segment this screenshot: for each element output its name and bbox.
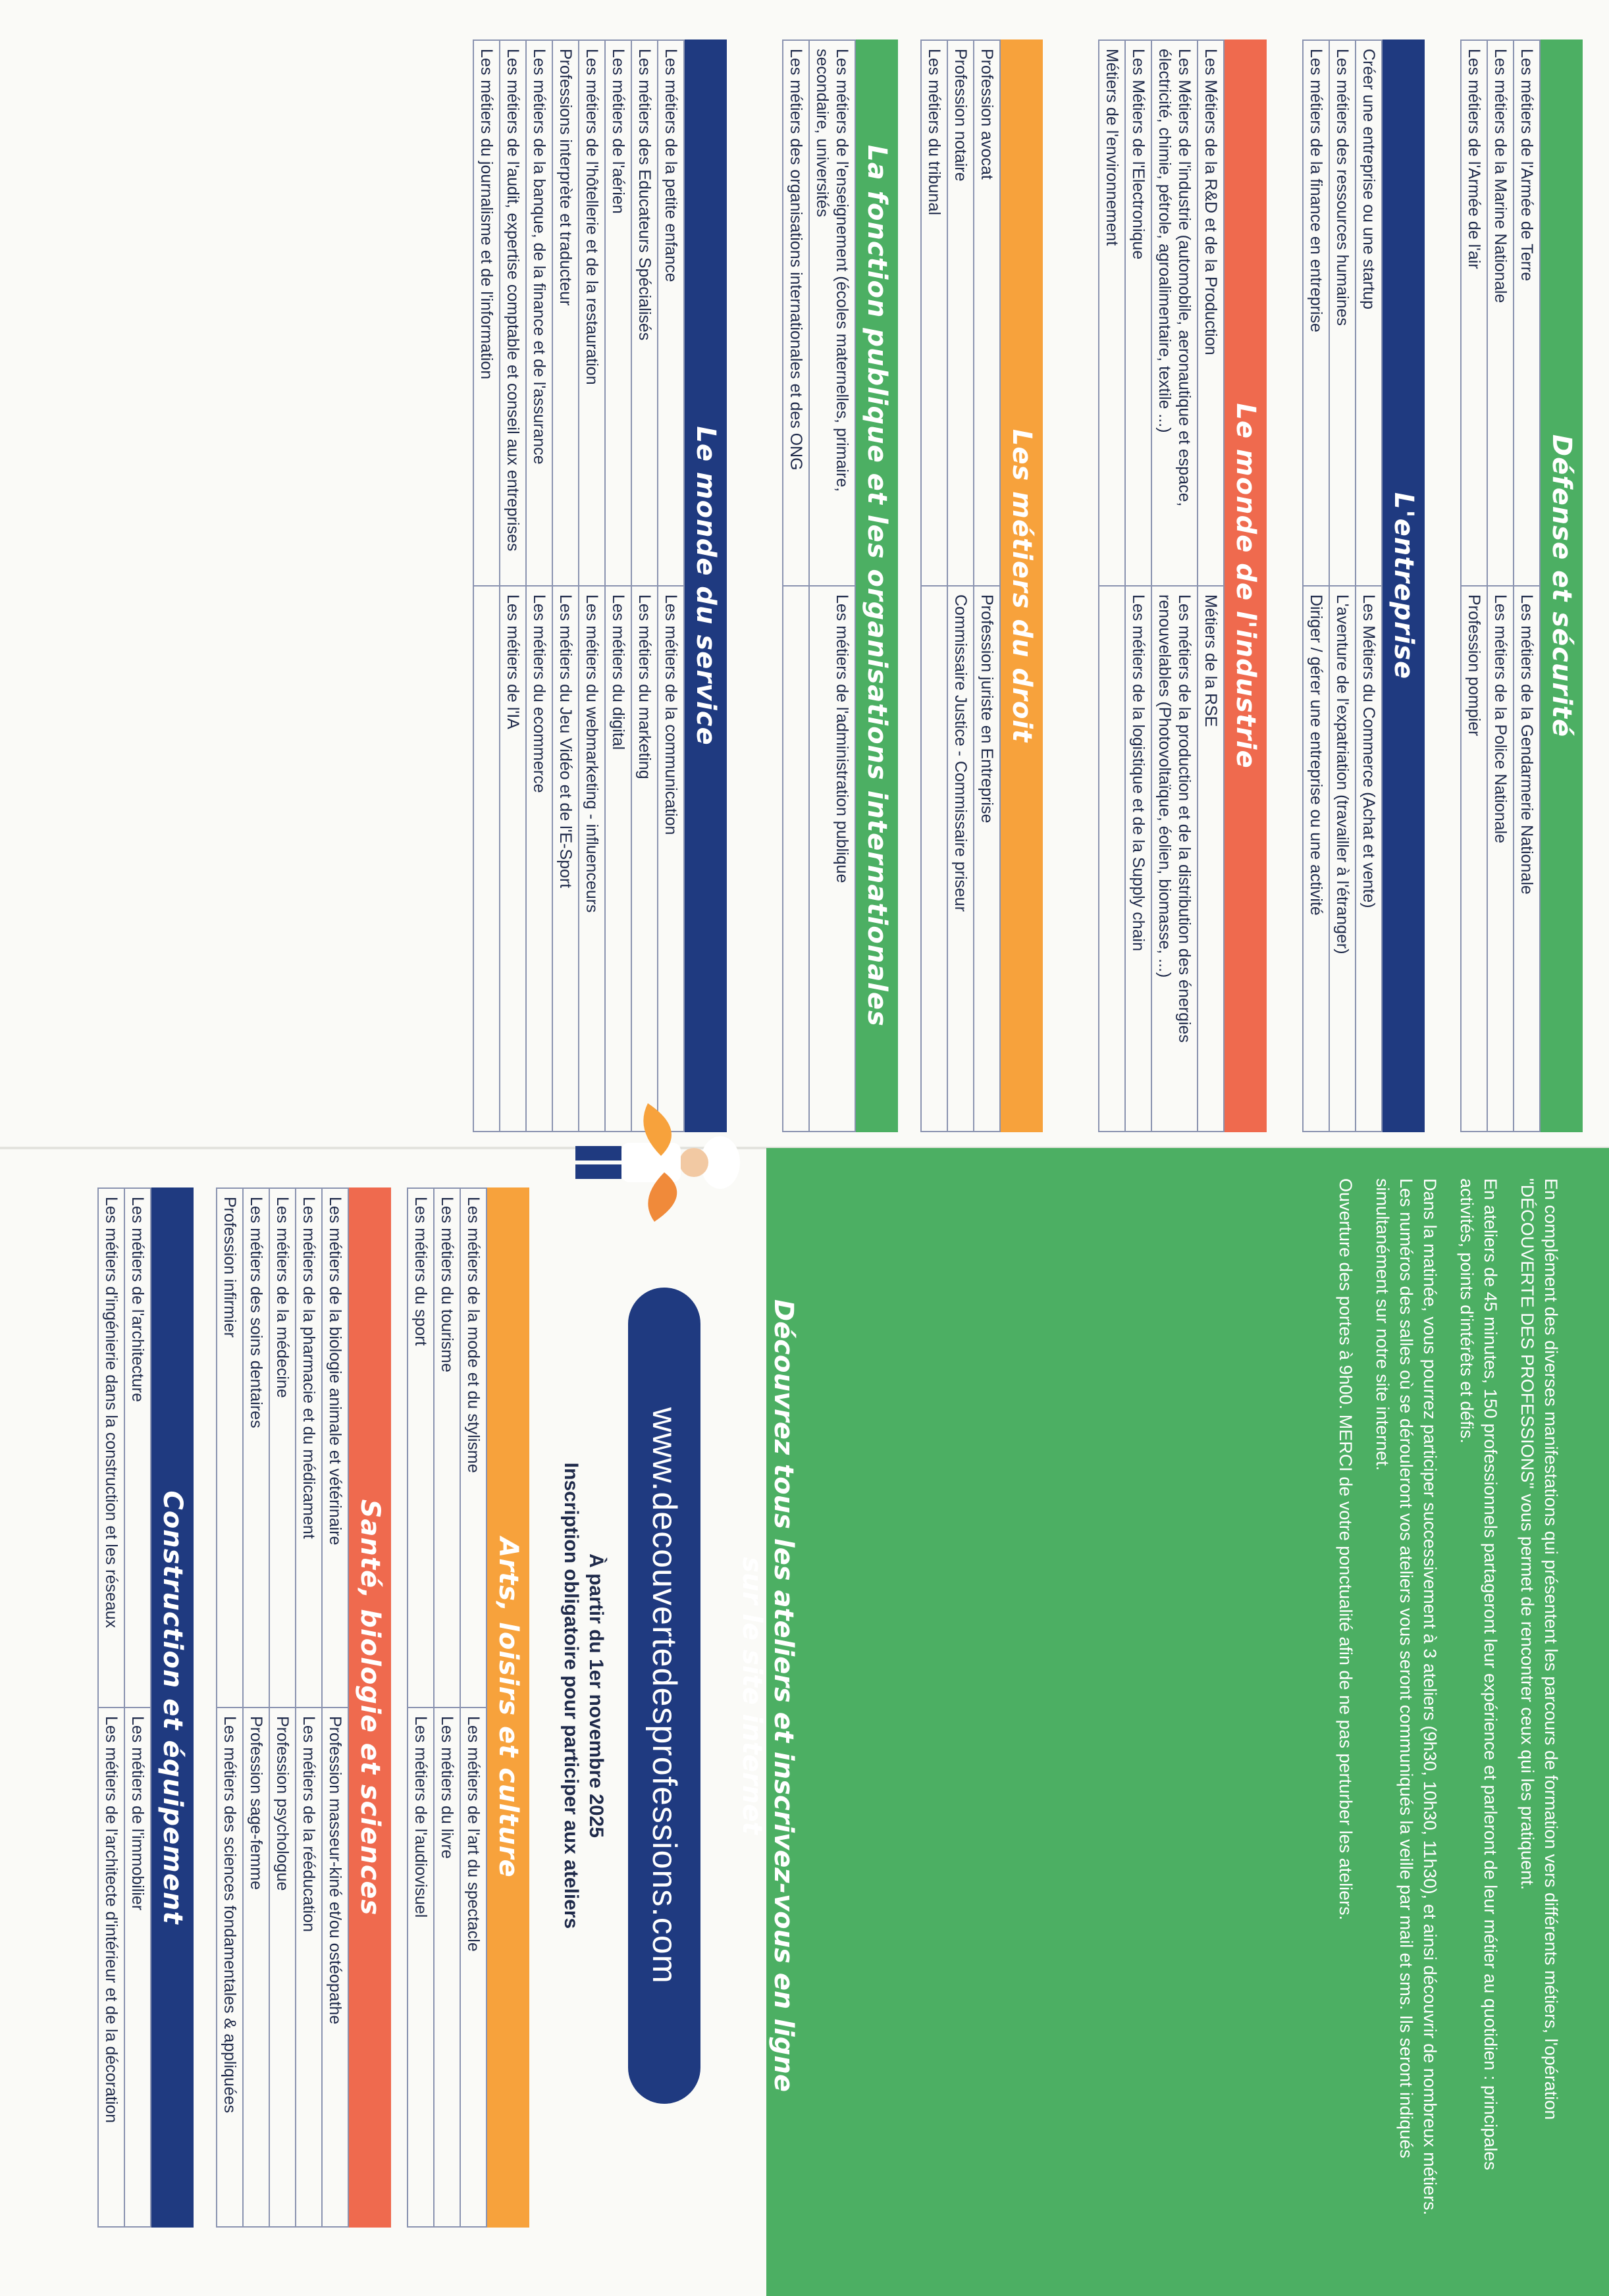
table-cell: Les métiers de la mode et du stylisme [460, 1188, 487, 1708]
table-cell: Commissaire Justice - Commissaire priseur [947, 586, 974, 1132]
section-table [473, 39, 685, 1132]
section-title: Le monde du service [685, 39, 727, 1132]
table-cell: Les métiers de la Marine Nationale [1487, 40, 1514, 586]
table-row [1329, 40, 1356, 1132]
table-row [1198, 40, 1224, 1132]
intro-paragraph: En complément des diverses manifestations qui présentent les parcours de formation vers différents métiers, l'opération "DÉCOUVERTE DES PROFESSIONS" vous permet de rencontrer ceux qui les pratiquent. [1517, 1178, 1561, 2120]
table-cell: Métiers de la RSE [1198, 586, 1224, 1132]
section-arts [407, 1187, 529, 2228]
table-cell: Les métiers de l'audit, expertise comptable et conseil aux entreprises [500, 40, 526, 586]
section-title: Défense et sécurité [1541, 39, 1583, 1132]
section-title: Les métiers du droit [1001, 39, 1043, 1132]
table-row [322, 1188, 348, 2227]
table-cell: Les métiers de l'hôtellerie et de la restauration [579, 40, 605, 586]
table-cell: Les métiers de la rééducation [296, 1708, 322, 2227]
table-cell: Les métiers de l'architecture [124, 1188, 151, 1708]
table-cell: Les Métiers de la R&D et de la Production [1198, 40, 1224, 586]
table-row [124, 1188, 151, 2227]
section-title: L'entreprise [1383, 39, 1425, 1132]
table-cell [921, 586, 947, 1132]
table-cell: Les métiers de l'administration publique [809, 586, 855, 1132]
table-cell: Les métiers d'ingénierie dans la construction et les réseaux [98, 1188, 124, 1708]
section-entreprise [1302, 39, 1425, 1132]
table-cell: Les métiers de l'audiovisuel [408, 1708, 434, 2227]
table-cell: Les métiers de l'enseignement (écoles maternelles, primaire, secondaire, universités [809, 40, 855, 586]
table-cell: Les Métiers du Commerce (Achat et vente) [1356, 586, 1382, 1132]
table-row [974, 40, 1000, 1132]
table-row [434, 1188, 460, 2227]
table-cell: Les métiers du tourisme [434, 1188, 460, 1708]
table-cell: Les métiers du webmarketing - influenceurs [579, 586, 605, 1132]
table-cell: Les métiers de la biologie animale et vétérinaire [322, 1188, 348, 1708]
table-cell: Les métiers de l'art du spectacle [460, 1708, 487, 2227]
table-row [783, 40, 809, 1132]
table-cell: Les métiers de la banque, de la finance et de l'assurance [526, 40, 552, 586]
table-cell: Les métiers des sciences fondamentales & appliquées [217, 1708, 243, 2227]
table-cell: Les métiers du ecommerce [526, 586, 552, 1132]
intro-paragraph: En ateliers de 45 minutes, 150 professionnels partageront leur expérience et parleront de leur métier au quotidien : principales activités, points d'intérêts et défis. [1457, 1178, 1500, 2170]
section-service [473, 39, 727, 1132]
table-row [1125, 40, 1151, 1132]
table-cell: Profession juriste en Entreprise [974, 586, 1000, 1132]
section-table [216, 1187, 349, 2228]
section-table [1460, 39, 1541, 1132]
table-cell: Les métiers de l'Armée de Terre [1514, 40, 1540, 586]
table-cell: Les métiers de l'immobilier [124, 1708, 151, 2227]
section-title: Le monde de l'industrie [1225, 39, 1267, 1132]
table-cell: Profession pompier [1461, 586, 1487, 1132]
table-row [658, 40, 684, 1132]
table-cell: Profession masseur-kiné et/ou ostéopathe [322, 1708, 348, 2227]
table-row [296, 1188, 322, 2227]
table-row [460, 1188, 487, 2227]
table-cell: Profession avocat [974, 40, 1000, 586]
section-table [782, 39, 856, 1132]
section-table [1302, 39, 1383, 1132]
table-row [526, 40, 552, 1132]
table-cell: Les métiers de la pharmacie et du médicament [296, 1188, 322, 1708]
table-cell: Les métiers de la petite enfance [658, 40, 684, 586]
table-cell: Les métiers du journalisme et de l'information [473, 40, 500, 586]
table-cell: Métiers de l'environnement [1099, 40, 1125, 586]
table-cell: Les métiers des ressources humaines [1329, 40, 1356, 586]
table-row [1514, 40, 1540, 1132]
section-droit [920, 39, 1043, 1132]
table-cell [783, 586, 809, 1132]
signup-note: Inscription obligatoire pour participer aux ateliers [560, 1462, 582, 1929]
section-title: Arts, loisirs et culture [487, 1187, 529, 2228]
section-table [1098, 39, 1225, 1132]
table-cell: Les métiers de l'aérien [605, 40, 631, 586]
table-cell: Profession sage-femme [243, 1708, 269, 2227]
section-industrie [1098, 39, 1267, 1132]
section-fonction-publique [782, 39, 898, 1132]
table-row [243, 1188, 269, 2227]
cta-text: Découvrez tous les ateliers et inscrivez-vous en ligne sur le site internet [737, 1299, 799, 2093]
table-cell: Les métiers de la finance en entreprise [1303, 40, 1329, 586]
table-cell: Les métiers du sport [408, 1188, 434, 1708]
section-title: La fonction publique et les organisations internationales [856, 39, 898, 1132]
table-row [1303, 40, 1329, 1132]
table-row [579, 40, 605, 1132]
table-cell: Les métiers de l'Armée de l'air [1461, 40, 1487, 586]
table-cell: Diriger / gérer une entreprise ou une activité [1303, 586, 1329, 1132]
section-table [407, 1187, 487, 2228]
table-row [921, 40, 947, 1132]
table-cell: Les métiers des Educateurs Spécialisés [631, 40, 658, 586]
table-cell: Les Métiers de l'Electronique [1125, 40, 1151, 586]
table-row [98, 1188, 124, 2227]
intro-paragraph: Dans la matinée, vous pourrez participer successivement à 3 ateliers (9h30, 10h30, 11h30), et ainsi découvrir de nombreux métiers. Les numéros des salles où se dérouleront vos ateliers vous seront communiqués la veille par mail et sms. Ils seront indiqués simultanément sur notre site internet. [1373, 1178, 1440, 2216]
table-row [1461, 40, 1487, 1132]
table-row [1099, 40, 1125, 1132]
table-cell: Les métiers de la communication [658, 586, 684, 1132]
table-row [1151, 40, 1198, 1132]
table-row [605, 40, 631, 1132]
table-row [408, 1188, 434, 2227]
section-title: Construction et équipement [151, 1187, 194, 2228]
table-row [269, 1188, 296, 2227]
table-row [500, 40, 526, 1132]
table-cell: Les métiers de l'IA [500, 586, 526, 1132]
table-cell: Profession infirmier [217, 1188, 243, 1708]
intro-paragraph: Ouverture des portes à 9h00. MERCI de votre ponctualité afin de ne pas perturber les ateliers. [1336, 1178, 1356, 1921]
section-table [920, 39, 1001, 1132]
table-row [217, 1188, 243, 2227]
table-cell: Les métiers de la Gendarmerie Nationale [1514, 586, 1540, 1132]
table-cell: Les métiers du Jeu Vidéo et de l'E-Sport [552, 586, 579, 1132]
table-cell: Créer une entreprise ou une startup [1356, 40, 1382, 586]
table-cell: Les métiers du digital [605, 586, 631, 1132]
table-cell: Les Métiers de l'industrie (automobile, aeronautique et espace, électricité, chimie, pétrole, agroalimentaire, textile ...) [1151, 40, 1198, 586]
table-cell [1099, 586, 1125, 1132]
table-cell: L'aventure de l'expatriation (travailler à l'étranger) [1329, 586, 1356, 1132]
table-cell: Professions interprète et traducteur [552, 40, 579, 586]
table-cell: Les métiers de la logistique et de la Supply chain [1125, 586, 1151, 1132]
section-defense [1460, 39, 1583, 1132]
table-cell: Les métiers de la production et de la distribution des énergies renouvelables (Photovoltaïque, éolien, biomasse, ...) [1151, 586, 1198, 1132]
start-date: À partir du 1er novembre 2025 [585, 1553, 607, 1838]
table-cell: Les métiers de la médecine [269, 1188, 296, 1708]
table-cell: Les métiers du livre [434, 1708, 460, 2227]
table-cell: Les métiers de la Police Nationale [1487, 586, 1514, 1132]
section-table [97, 1187, 151, 2228]
table-cell [473, 586, 500, 1132]
table-cell: Les métiers du marketing [631, 586, 658, 1132]
section-title: Santé, biologie et sciences [349, 1187, 391, 2228]
table-row [473, 40, 500, 1132]
table-cell: Profession notaire [947, 40, 974, 586]
table-cell: Les métiers de l'architecte d'intérieur et de la décoration [98, 1708, 124, 2227]
table-row [1356, 40, 1382, 1132]
table-row [947, 40, 974, 1132]
table-row [809, 40, 855, 1132]
section-construction [97, 1187, 194, 2228]
table-row [1487, 40, 1514, 1132]
website-link[interactable]: www.decouvertedesprofessions.com [628, 1288, 700, 2104]
table-cell: Profession psychologue [269, 1708, 296, 2227]
table-row [552, 40, 579, 1132]
table-row [631, 40, 658, 1132]
section-sante [216, 1187, 391, 2228]
table-cell: Les métiers des soins dentaires [243, 1188, 269, 1708]
table-cell: Les métiers des organisations internationales et des ONG [783, 40, 809, 586]
table-cell: Les métiers du tribunal [921, 40, 947, 586]
